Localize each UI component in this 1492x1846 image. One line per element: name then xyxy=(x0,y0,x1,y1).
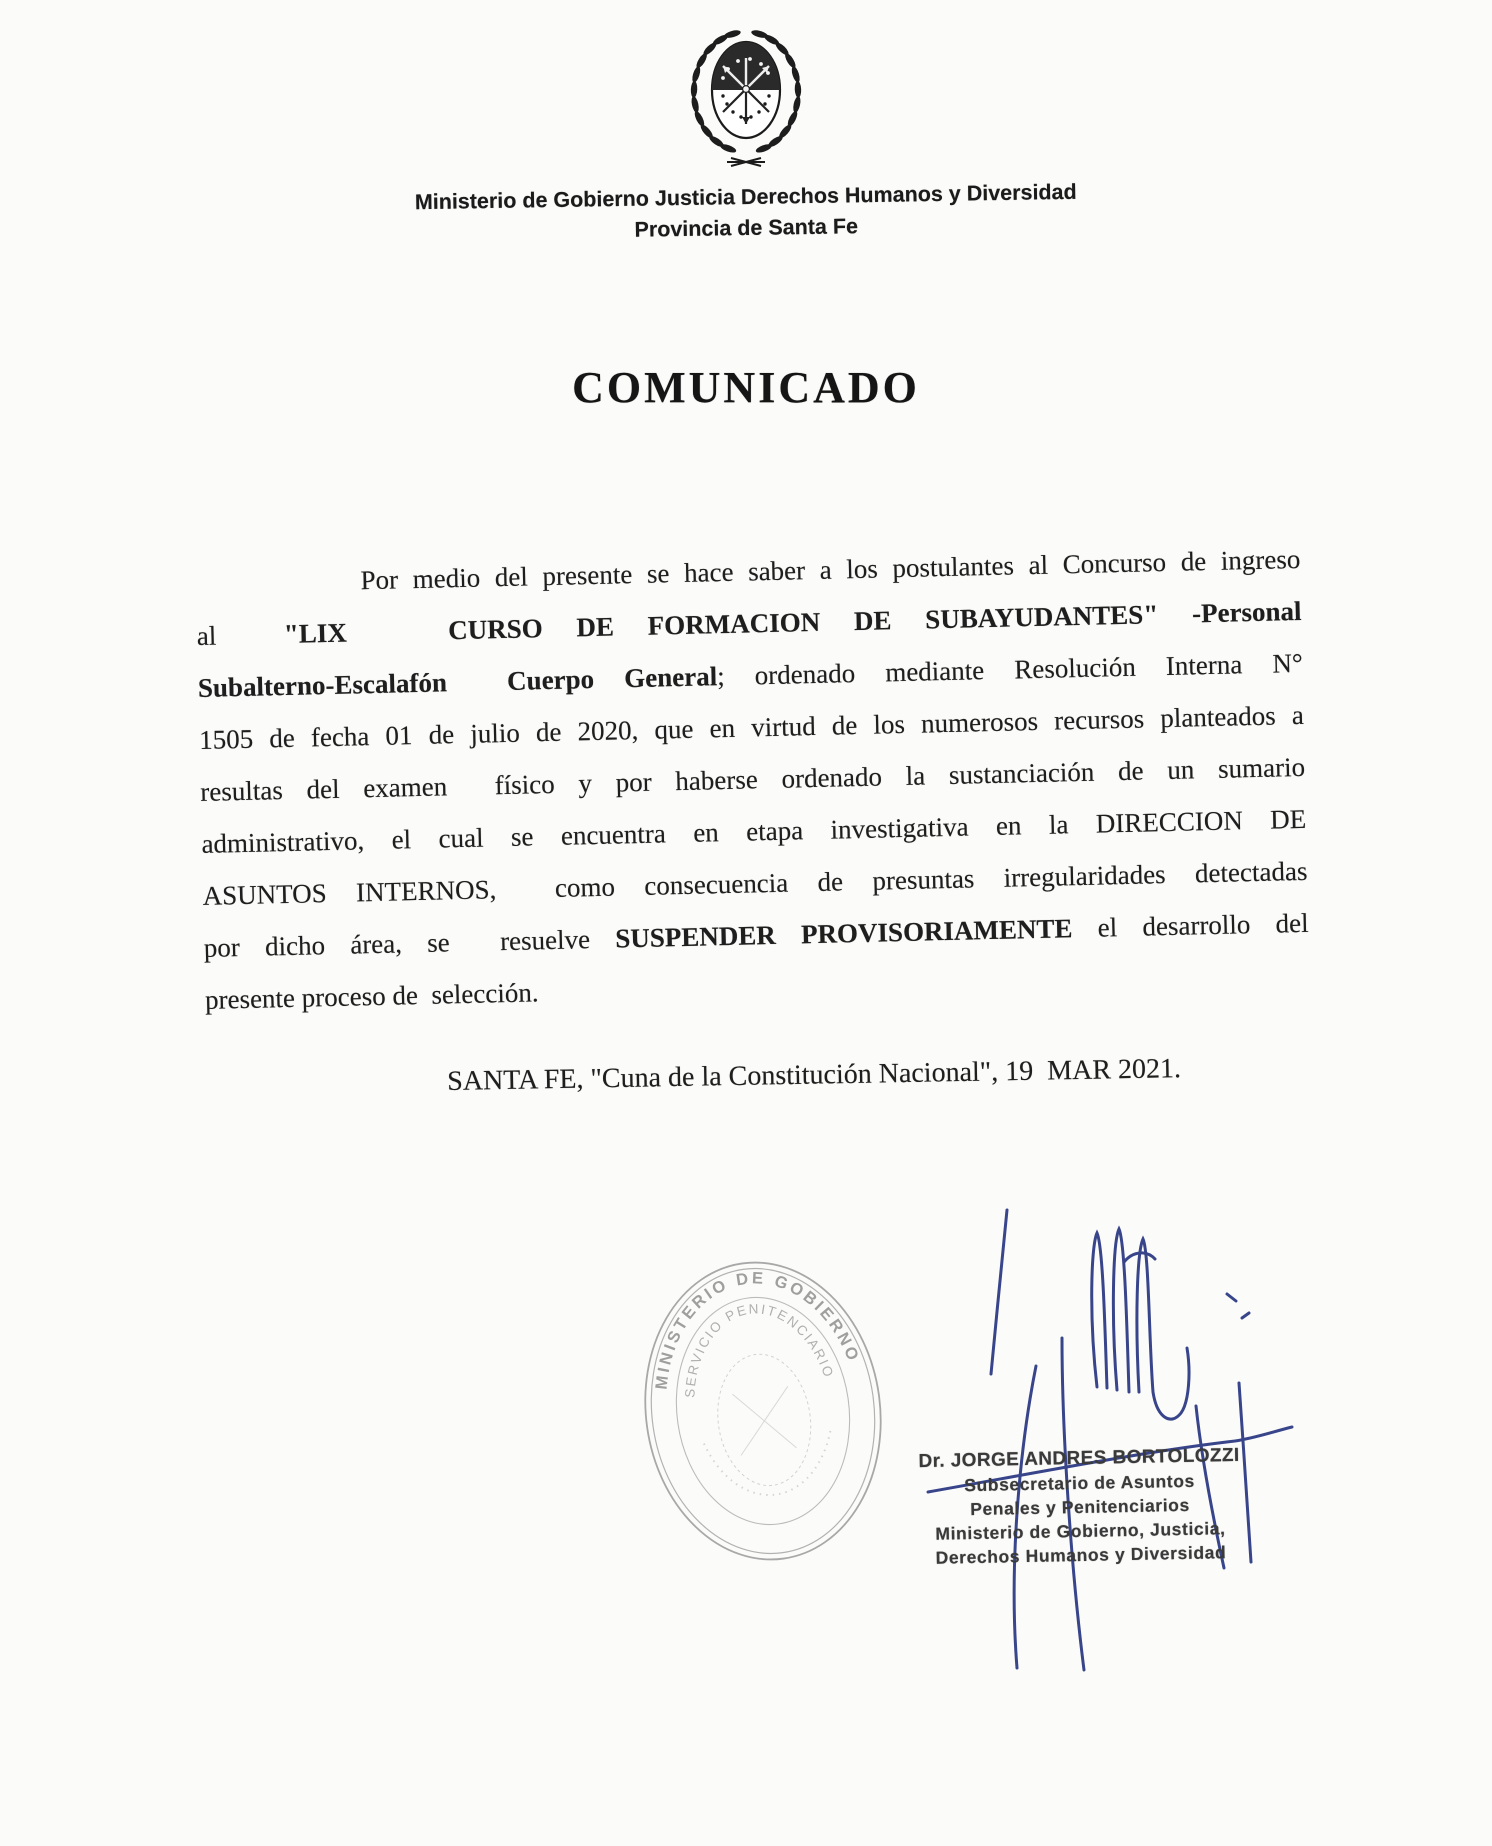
signatory-titles xyxy=(911,1468,1249,1570)
signatory-title-line: Subsecretario de Asuntos xyxy=(964,1470,1196,1496)
province-name: Provincia de Santa Fe xyxy=(634,214,859,242)
body-line: ASUNTOS INTERNOS, como consecuencia de presuntas irregularidades detectadas xyxy=(202,855,1308,911)
body-line: Subalterno-Escalafón Cuerpo General; ordenado mediante Resolución Interna N° xyxy=(197,647,1304,703)
signatory-block xyxy=(911,1443,1249,1570)
body-line: Por medio del presente se hace saber a los postulantes al Concurso de ingreso xyxy=(360,543,1301,596)
body-line: 1505 de fecha 01 de julio de 2020, que en virtud de los numerosos recursos planteados a xyxy=(198,699,1305,755)
ministry-oval-stamp xyxy=(626,1247,899,1575)
signatory-title-line: Ministerio de Gobierno, Justicia, xyxy=(935,1518,1226,1544)
signatory-title-line: Derechos Humanos y Diversidad xyxy=(935,1542,1227,1568)
signatory-name: Dr. JORGE ANDRES BORTOLOZZI xyxy=(918,1444,1240,1473)
svg-text:SERVICIO PENITENCIARIO xyxy=(670,1291,837,1400)
body-line: al "LIX CURSO DE FORMACION DE SUBAYUDANTES" -Personal xyxy=(196,595,1302,651)
body-paragraph xyxy=(195,533,1310,1026)
dateline: SANTA FE, "Cuna de la Constitución Nacional", 19 MAR 2021. xyxy=(447,1053,1182,1097)
emblem-base-ornament xyxy=(727,158,765,166)
body-line: administrativo, el cual se encuentra en etapa investigativa en la DIRECCION DE xyxy=(201,803,1307,859)
stamp-inner-text: SERVICIO PENITENCIARIO xyxy=(682,1301,837,1399)
page-title: COMUNICADO xyxy=(572,363,920,412)
signatory-title-line: Penales y Penitenciarios xyxy=(970,1494,1190,1520)
body-line: presente proceso de selección. xyxy=(204,977,539,1015)
stamp-outer-text: MINISTERIO DE GOBIERNO xyxy=(652,1269,863,1391)
santa-fe-coat-of-arms-icon xyxy=(678,20,814,180)
header-block xyxy=(0,170,1492,255)
body-line: por dicho área, se resuelve SUSPENDER PROVISORIAMENTE el desarrollo del xyxy=(203,907,1309,963)
svg-text:MINISTERIO DE GOBIERNO xyxy=(638,1256,864,1393)
signature-ink xyxy=(928,1210,1292,1670)
ministry-name: Ministerio de Gobierno Justicia Derechos Humanos y Diversidad xyxy=(414,179,1077,215)
body-line: resultas del examen físico y por haberse ordenado la sustanciación de un sumario xyxy=(199,751,1306,807)
